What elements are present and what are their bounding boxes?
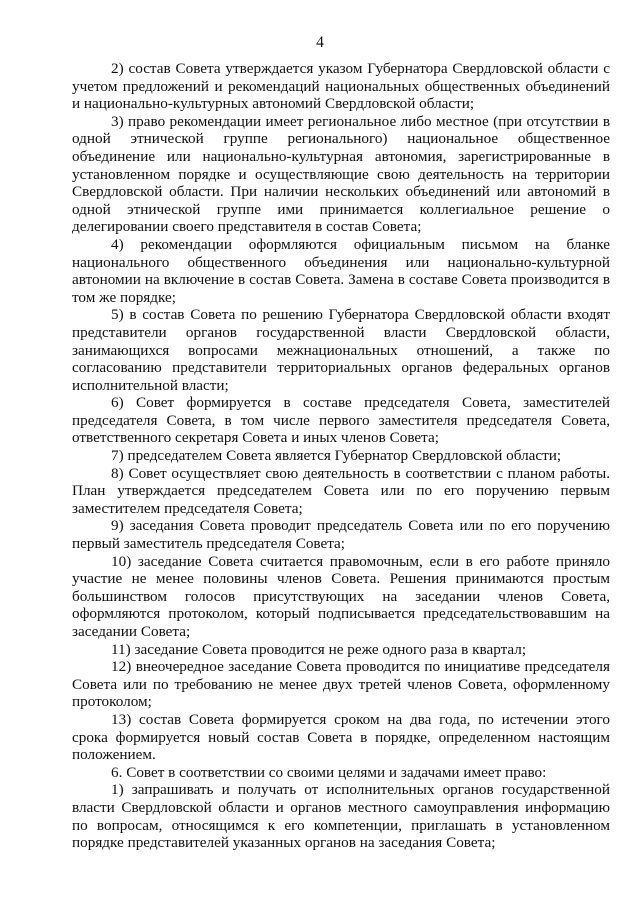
paragraph-item-12: 12) внеочередное заседание Совета проводится по инициативе председателя Совета или по требованию не менее двух третей членов Совета, оформленному протоколом; <box>72 658 610 711</box>
paragraph-item-13: 13) состав Совета формируется сроком на два года, по истечении этого срока формируется новый состав Совета в порядке, определенном настоящим положением. <box>72 710 610 764</box>
paragraph-item-5: 5) в состав Совета по решению Губернатора Свердловской области входят представители органов государственной власти Свердловской области, занимающихся вопросами межнациональных отношений, а также по согласованию представители территориальных органов федеральных органов исполнительной власти; <box>72 306 610 394</box>
document-body <box>72 60 610 852</box>
page-number: 4 <box>316 34 324 51</box>
section-6-item-1: 1) запрашивать и получать от исполнительных органов государственной власти Свердловской области и органов местного самоуправления информацию по вопросам, относящимся к его компетенции, приглашать в установленном порядке представителей указанных органов на заседания Совета; <box>72 781 610 852</box>
paragraph-item-11: 11) заседание Совета проводится не реже одного раза в квартал; <box>111 640 527 658</box>
paragraph-item-6: 6) Совет формируется в составе председателя Совета, заместителей председателя Совета, в том числе первого заместителя председателя Совета, ответственного секретаря Совета и иных членов Совета; <box>72 394 610 447</box>
paragraph-item-8: 8) Совет осуществляет свою деятельность в соответствии с планом работы. План утверждается председателем Совета или по его поручению первым заместителем председателя Совета; <box>72 464 610 517</box>
paragraph-item-2: 2) состав Совета утверждается указом Губернатора Свердловской области с учетом предложений и рекомендаций национальных общественных объединений и национально-культурных автономий Свердловской области; <box>72 60 610 113</box>
paragraph-item-9: 9) заседания Совета проводит председатель Совета или по его поручению первый заместитель председателя Совета; <box>72 517 610 553</box>
paragraph-item-3: 3) право рекомендации имеет региональное либо местное (при отсутствии в одной этнической группе регионального) национальное общественное объединение или национально-культурная автономия, зарегистрированные в установленном порядке и осуществляющие свою деятельность на территории Свердловской области. При наличии нескольких объединений или автономий в одной этнической группе ими принимается коллегиальное решение о делегировании своего представителя в состав Совета; <box>72 112 610 236</box>
paragraph-item-7: 7) председателем Совета является Губернатор Свердловской области; <box>111 447 562 465</box>
section-6-heading: 6. Совет в соответствии со своими целями и задачами имеет право: <box>111 763 547 781</box>
paragraph-item-4: 4) рекомендации оформляются официальным письмом на бланке национального общественного объединения или национально-культурной автономии на включение в состав Совета. Замена в составе Совета производится в том же порядке; <box>72 235 610 306</box>
paragraph-item-10: 10) заседание Совета считается правомочным, если в его работе приняло участие не менее половины членов Совета. Решения принимаются простым большинством голосов присутствующих на заседании членов Совета, оформляются протоколом, который подписывается председательствовавшим на заседании Совета; <box>72 552 610 640</box>
